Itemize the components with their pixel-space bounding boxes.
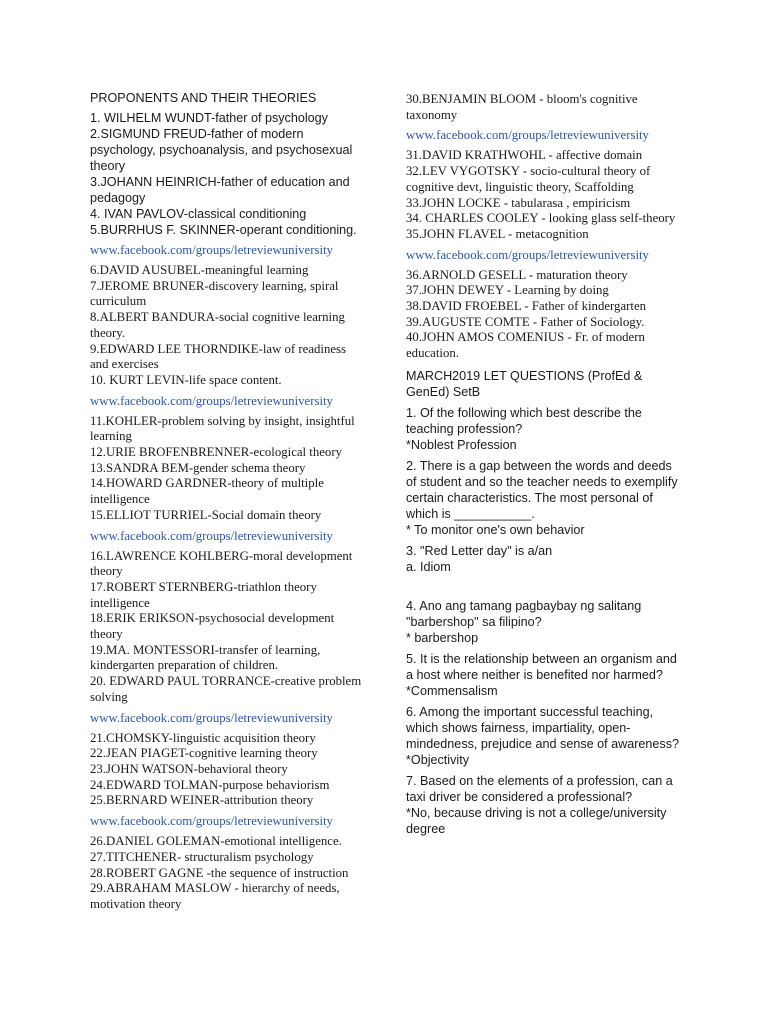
question-2 bbox=[406, 458, 681, 538]
answer-text: * To monitor one's own behavior bbox=[406, 522, 585, 537]
list-item: 13.SANDRA BEM-gender schema theory bbox=[90, 460, 306, 475]
question-text: 6. Among the important successful teaching, which shows fairness, impartiality, open-mindedness, prejudice and sense of awareness? bbox=[406, 704, 680, 751]
list-item: 17.ROBERT STERNBERG-triathlon theory intelligence bbox=[90, 579, 317, 610]
list-item: 19.MA. MONTESSORI-transfer of learning, kindergarten preparation of children. bbox=[90, 642, 321, 673]
answer-text: *Objectivity bbox=[406, 752, 469, 767]
proponents-group-7 bbox=[406, 92, 681, 123]
facebook-group-link[interactable]: www.facebook.com/groups/letreviewuniversity bbox=[90, 528, 333, 543]
question-text: 7. Based on the elements of a profession, can a taxi driver be considered a professional? bbox=[406, 773, 673, 804]
list-item: 9.EDWARD LEE THORNDIKE-law of readiness and exercises bbox=[90, 341, 346, 372]
list-item: 14.HOWARD GARDNER-theory of multiple intelligence bbox=[90, 476, 324, 507]
list-item: 8.ALBERT BANDURA-social cognitive learning theory. bbox=[90, 310, 345, 340]
list-item: 34. CHARLES COOLEY - looking glass self-theory bbox=[406, 211, 676, 226]
list-item: 39.AUGUSTE COMTE - Father of Sociology. bbox=[406, 314, 645, 329]
list-item: 26.DANIEL GOLEMAN-emotional intelligence. bbox=[90, 834, 342, 849]
proponents-group-5 bbox=[90, 731, 365, 810]
left-column bbox=[90, 90, 365, 913]
question-3 bbox=[406, 543, 681, 575]
answer-text: a. Idiom bbox=[406, 559, 451, 574]
list-item: 23.JOHN WATSON-behavioral theory bbox=[90, 761, 288, 776]
list-item: 24.EDWARD TOLMAN-purpose behaviorism bbox=[90, 777, 330, 792]
list-item: 16.LAWRENCE KOHLBERG-moral development theory bbox=[90, 548, 353, 579]
questions-heading: MARCH2019 LET QUESTIONS (ProfEd & GenEd) SetB bbox=[406, 368, 643, 399]
list-item: 7.JEROME BRUNER-discovery learning, spiral curriculum bbox=[90, 278, 339, 309]
question-text: 3. "Red Letter day" is a/an bbox=[406, 543, 553, 558]
proponents-group-3 bbox=[90, 414, 365, 524]
list-item: 5.BURRHUS F. SKINNER-operant conditioning. bbox=[90, 223, 357, 237]
list-item: 11.KOHLER-problem solving by insight, insightful learning bbox=[90, 413, 355, 444]
list-item: 1. WILHELM WUNDT-father of psychology bbox=[90, 111, 328, 125]
facebook-group-link[interactable]: www.facebook.com/groups/letreviewuniversity bbox=[90, 814, 333, 829]
list-item: 3.JOHANN HEINRICH-father of education and pedagogy bbox=[90, 175, 350, 205]
question-4 bbox=[406, 598, 681, 646]
list-item: 35.JOHN FLAVEL - metacognition bbox=[406, 226, 589, 241]
list-item: 40.JOHN AMOS COMENIUS - Fr. of modern education. bbox=[406, 330, 645, 361]
question-7 bbox=[406, 773, 681, 837]
facebook-group-link[interactable]: www.facebook.com/groups/letreviewuniversity bbox=[406, 247, 649, 262]
list-item: 18.ERIK ERIKSON-psychosocial development theory bbox=[90, 611, 335, 642]
list-item: 10. KURT LEVIN-life space content. bbox=[90, 372, 282, 387]
answer-text: * barbershop bbox=[406, 630, 479, 645]
right-column bbox=[406, 92, 681, 842]
list-item: 37.JOHN DEWEY - Learning by doing bbox=[406, 283, 609, 298]
list-item: 20. EDWARD PAUL TORRANCE-creative problem solving bbox=[90, 674, 362, 704]
proponents-group-4 bbox=[90, 549, 365, 706]
facebook-group-link[interactable]: www.facebook.com/groups/letreviewuniversity bbox=[90, 710, 333, 725]
list-item: 6.DAVID AUSUBEL-meaningful learning bbox=[90, 263, 309, 277]
list-item: 28.ROBERT GAGNE -the sequence of instruction bbox=[90, 865, 349, 880]
proponents-group-2 bbox=[90, 263, 365, 389]
proponents-group-6 bbox=[90, 834, 365, 913]
list-item: 4. IVAN PAVLOV-classical conditioning bbox=[90, 207, 307, 221]
list-item: 12.URIE BROFENBRENNER-ecological theory bbox=[90, 445, 342, 460]
question-6 bbox=[406, 704, 681, 768]
facebook-group-link[interactable]: www.facebook.com/groups/letreviewuniversity bbox=[90, 243, 333, 257]
list-item: 2.SIGMUND FREUD-father of modern psychology, psychoanalysis, and psychosexual theory bbox=[90, 127, 353, 173]
list-item: 32.LEV VYGOTSKY - socio-cultural theory of cognitive devt, linguistic theory, Scaffolding bbox=[406, 164, 651, 194]
proponents-group-1 bbox=[90, 110, 365, 238]
question-text: 1. Of the following which best describe the teaching profession? bbox=[406, 405, 642, 436]
question-text: 2. There is a gap between the words and deeds of student and so the teacher needs to exemplify certain characteristics. The most personal of which is ___________. bbox=[406, 458, 678, 521]
list-item: 21.CHOMSKY-linguistic acquisition theory bbox=[90, 730, 316, 745]
spacer bbox=[406, 580, 681, 598]
question-text: 4. Ano ang tamang pagbaybay ng salitang "barbershop" sa filipino? bbox=[406, 598, 642, 629]
answer-text: *Commensalism bbox=[406, 683, 498, 698]
list-item: 22.JEAN PIAGET-cognitive learning theory bbox=[90, 746, 318, 761]
list-item: 15.ELLIOT TURRIEL-Social domain theory bbox=[90, 507, 322, 522]
list-item: 29.ABRAHAM MASLOW - hierarchy of needs, motivation theory bbox=[90, 881, 340, 911]
facebook-group-link[interactable]: www.facebook.com/groups/letreviewuniversity bbox=[406, 128, 649, 143]
question-5 bbox=[406, 651, 681, 699]
section-heading: PROPONENTS AND THEIR THEORIES bbox=[90, 91, 317, 105]
question-text: 5. It is the relationship between an organism and a host where neither is benefited nor harmed? bbox=[406, 651, 677, 682]
proponents-group-8 bbox=[406, 148, 681, 242]
list-item: 25.BERNARD WEINER-attribution theory bbox=[90, 793, 314, 808]
question-1 bbox=[406, 405, 681, 453]
list-item: 38.DAVID FROEBEL - Father of kindergarten bbox=[406, 299, 647, 314]
list-item: 36.ARNOLD GESELL - maturation theory bbox=[406, 267, 628, 282]
answer-text: *No, because driving is not a college/university degree bbox=[406, 805, 667, 836]
list-item: 33.JOHN LOCKE - tabularasa , empiricism bbox=[406, 195, 631, 210]
proponents-group-9 bbox=[406, 268, 681, 362]
list-item: 27.TITCHENER- structuralism psychology bbox=[90, 849, 314, 864]
list-item: 30.BENJAMIN BLOOM - bloom's cognitive taxonomy bbox=[406, 92, 638, 122]
list-item: 31.DAVID KRATHWOHL - affective domain bbox=[406, 148, 643, 163]
facebook-group-link[interactable]: www.facebook.com/groups/letreviewuniversity bbox=[90, 393, 333, 408]
answer-text: *Noblest Profession bbox=[406, 437, 517, 452]
